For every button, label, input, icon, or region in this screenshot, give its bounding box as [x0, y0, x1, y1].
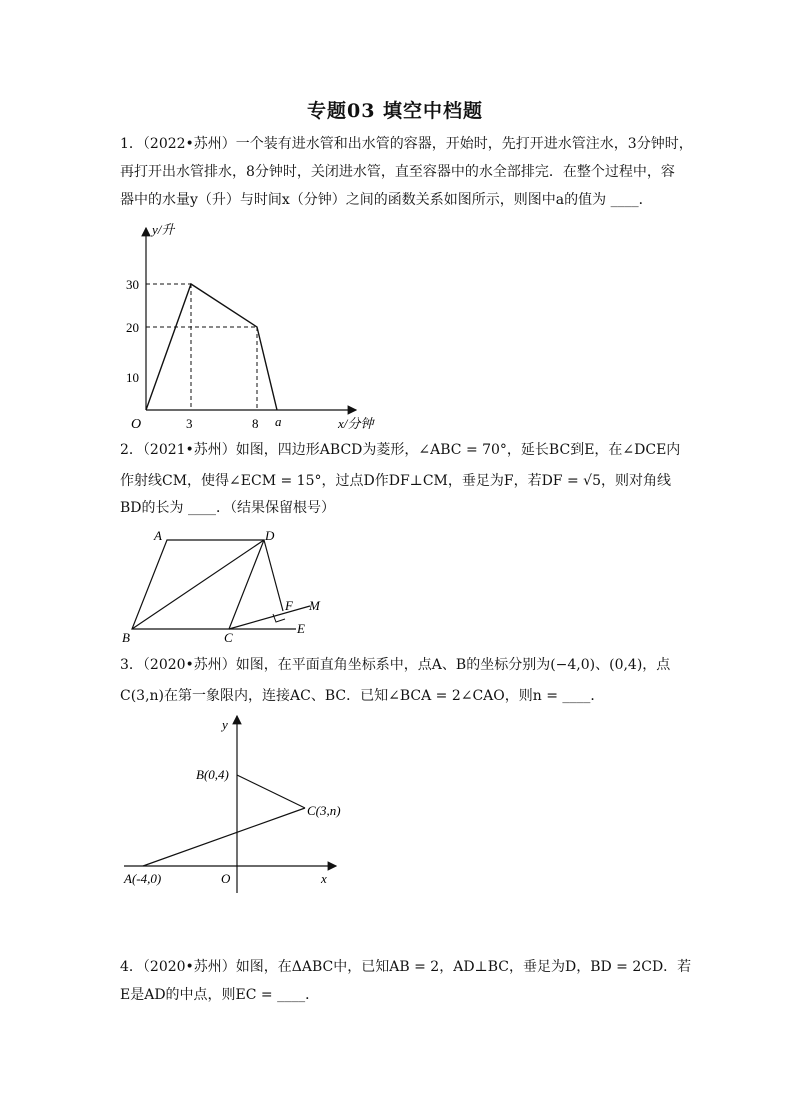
q3-label-y: y	[222, 717, 228, 732]
q3-coordinate-figure	[124, 716, 336, 893]
q3-label-b: B(0,4)	[196, 767, 229, 782]
q3-label-x: x	[321, 871, 327, 886]
q4-line-2: E是AD的中点，则EC = ____．	[120, 987, 320, 1003]
q3-line-1: 3．（2020•苏州）如图，在平面直角坐标系中，点A、B的坐标分别为(−4,0)、(0,4)，点	[120, 657, 671, 673]
q2-rhombus	[132, 540, 310, 629]
q2-line-3: BD的长为 ____．（结果保留根号）	[120, 500, 335, 516]
page-title: 专题03 填空中档题	[306, 100, 484, 122]
q2-line-2: 作射线CM，使得∠ECM = 15°，过点D作DF⊥CM，垂足为F，若DF = √5，则对角线	[120, 473, 671, 489]
q1-graph	[146, 228, 356, 410]
q4-line-1: 4．（2020•苏州）如图，在ΔABC中，已知AB = 2，AD⊥BC，垂足为D，BD = 2CD．若	[120, 959, 692, 975]
q1-y-axis-label: y/升	[152, 222, 175, 237]
q2-perpendicular-df	[264, 540, 283, 611]
q2-diagonal-bd	[132, 540, 264, 629]
q1-ytick-30: 30	[126, 277, 139, 292]
q1-xtick-8: 8	[252, 416, 259, 431]
q2-label-b: B	[122, 630, 130, 645]
q2-label-e: E	[297, 621, 305, 636]
q3-line-2: C(3,n)在第一象限内，连接AC、BC．已知∠BCA = 2∠CAO，则n = ____．	[120, 688, 605, 704]
q3-segment-bc	[237, 775, 305, 808]
q1-ytick-10: 10	[126, 370, 139, 385]
q2-label-a: A	[154, 528, 162, 543]
q1-line-3: 器中的水量y（升）与时间x（分钟）之间的函数关系如图所示，则图中a的值为 ____．	[120, 192, 653, 208]
q1-line-2: 再打开出水管排水，8分钟时，关闭进水管，直至容器中的水全部排完．在整个过程中，容	[120, 164, 675, 180]
q1-xtick-3: 3	[186, 416, 193, 431]
q1-x-axis-label: x/分钟	[338, 416, 374, 431]
q3-label-o: O	[221, 871, 231, 886]
q2-label-c: C	[224, 630, 233, 645]
q2-label-d: D	[265, 528, 275, 543]
q1-xtick-a: a	[275, 414, 282, 429]
q2-label-m: M	[309, 598, 320, 613]
q3-label-a: A(-4,0)	[124, 871, 162, 886]
q1-line-1: 1．（2022•苏州）一个装有进水管和出水管的容器，开始时，先打开进水管注水，3分钟时，	[120, 136, 693, 152]
q2-line-1: 2．（2021•苏州）如图，四边形ABCD为菱形，∠ABC = 70°，延长BC到E，在∠DCE内	[120, 442, 681, 458]
q1-origin-label: O	[131, 417, 142, 432]
q1-ytick-20: 20	[126, 320, 139, 335]
q3-label-c: C(3,n)	[307, 803, 341, 818]
q2-label-f: F	[285, 598, 293, 613]
q3-segment-ac	[143, 808, 305, 866]
